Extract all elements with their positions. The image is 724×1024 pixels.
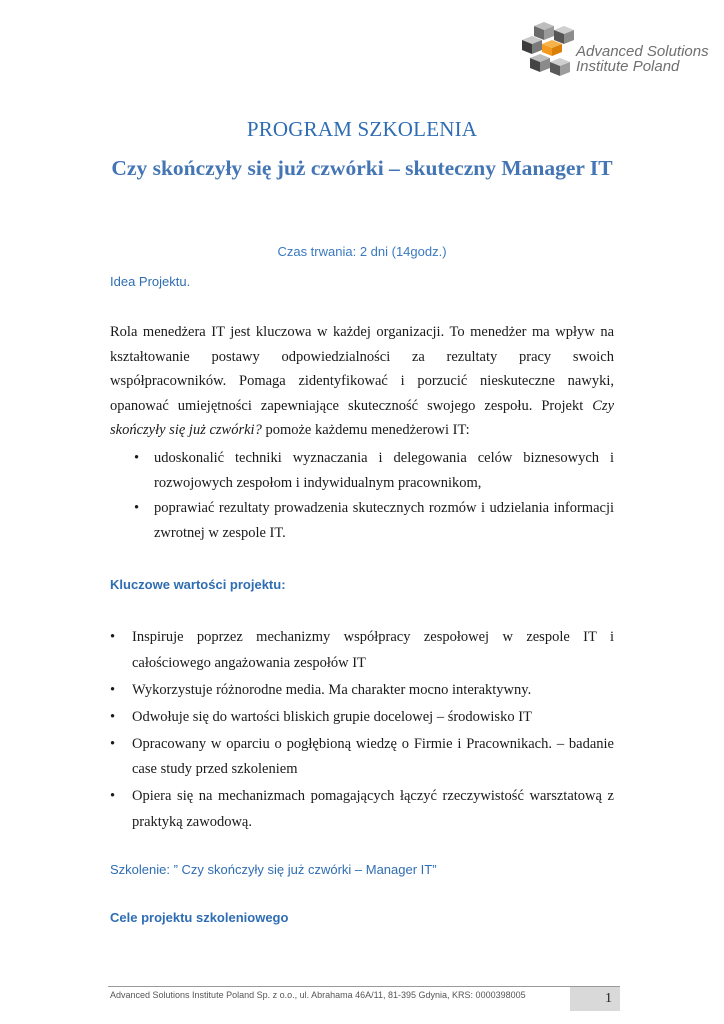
list-item: • Inspiruje poprzez mechanizmy współpracy zespołowej w zespole IT i całościowego angażowania zespołów IT	[110, 625, 614, 676]
intro-italic-title: Czy skończyły się już czwórki?	[110, 397, 614, 438]
list-item: • udoskonalić techniki wyznaczania i delegowania celów biznesowych i rozwojowych zespołom i indywidualnym pracownikom,	[130, 446, 614, 496]
logo-line-1: Advanced Solutions	[576, 43, 709, 60]
values-list	[110, 625, 614, 837]
list-item: • poprawiać rezultaty prowadzenia skutecznych rozmów i udzielania informacji zwrotnej w zespole IT.	[130, 496, 614, 546]
list-item: • Opiera się na mechanizmach pomagających łączyć rzeczywistość warsztatową z praktyką zawodową.	[110, 784, 614, 835]
logo-text	[576, 44, 709, 74]
logo-cubes-icon	[520, 22, 576, 82]
list-item: • Odwołuje się do wartości bliskich grupie docelowej – środowisko IT	[110, 705, 614, 731]
document-title: PROGRAM SZKOLENIA	[246, 117, 478, 141]
footer-company-info: Advanced Solutions Institute Poland Sp. z o.o., ul. Abrahama 46A/11, 81-395 Gdynia, KRS: 0000398005	[110, 990, 526, 1000]
intro-text-1: Rola menedżera IT jest kluczowa w każdej organizacji. To menedżer ma wpływ na kształtowanie postawy odpowiedzialności za rezultaty pracy swoich współpracowników. Pomaga zidentyfikować i porzucić nieskuteczne nawyki, opanować umiejętności zapewniające skuteczność swojego zespołu. Projekt	[110, 324, 614, 414]
list-item: • Opracowany w oparciu o pogłębioną wiedzę o Firmie i Pracownikach. – badanie case study przed szkoleniem	[110, 732, 614, 783]
idea-heading: Idea Projektu.	[110, 274, 191, 289]
footer-divider	[108, 986, 620, 987]
intro-text-2: pomoże każdemu menedżerowi IT:	[261, 422, 470, 438]
intro-paragraph	[110, 320, 614, 443]
logo-line-2: Institute Poland	[576, 58, 680, 75]
values-heading: Kluczowe wartości projektu:	[110, 577, 286, 592]
goals-list	[130, 446, 614, 546]
training-duration: Czas trwania: 2 dni (14godz.)	[277, 244, 447, 259]
page-number: 1	[570, 987, 620, 1011]
training-heading: Szkolenie: ” Czy skończyły się już czwórki – Manager IT”	[110, 862, 437, 877]
document-subtitle: Czy skończyły się już czwórki – skuteczny Manager IT	[111, 156, 613, 180]
company-logo	[520, 22, 720, 82]
list-item: • Wykorzystuje różnorodne media. Ma charakter mocno interaktywny.	[110, 678, 614, 704]
objectives-heading: Cele projektu szkoleniowego	[110, 910, 289, 925]
